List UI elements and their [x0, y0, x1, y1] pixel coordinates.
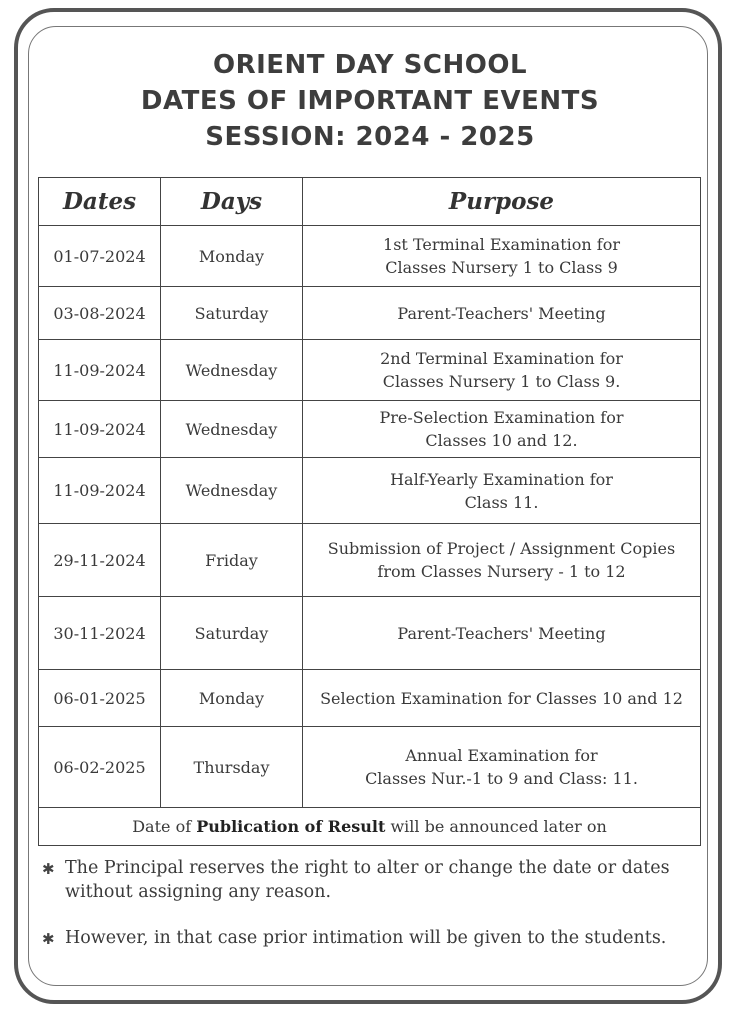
- purpose-line: Parent-Teachers' Meeting: [397, 623, 606, 643]
- purpose-cell: [303, 287, 701, 340]
- date-cell: 29-11-2024: [39, 524, 161, 597]
- date-cell: 11-09-2024: [39, 340, 161, 401]
- day-cell: Monday: [161, 226, 303, 287]
- table-row: [39, 524, 701, 597]
- purpose-line: Pre-Selection Examination for: [379, 408, 624, 427]
- date-cell: 11-09-2024: [39, 401, 161, 458]
- date-cell: 06-02-2025: [39, 727, 161, 808]
- purpose-line: Parent-Teachers' Meeting: [397, 303, 606, 323]
- day-cell: Monday: [161, 670, 303, 727]
- result-bold-text: Publication of Result: [196, 817, 386, 836]
- column-header-purpose: Purpose: [303, 178, 701, 226]
- school-name: ORIENT DAY SCHOOL: [212, 50, 528, 80]
- date-cell: 11-09-2024: [39, 458, 161, 524]
- purpose-line: Submission of Project / Assignment Copies: [327, 539, 676, 558]
- date-cell: 30-11-2024: [39, 597, 161, 670]
- table-row: [39, 458, 701, 524]
- purpose-line: Selection Examination for Classes 10 and 12: [320, 688, 683, 708]
- purpose-line: Classes Nursery 1 to Class 9.: [382, 372, 621, 391]
- purpose-cell: [303, 524, 701, 597]
- result-announcement: [39, 808, 701, 846]
- purpose-line: 1st Terminal Examination for: [383, 235, 620, 254]
- purpose-line: Classes 10 and 12.: [425, 431, 578, 450]
- purpose-line: Class 11.: [464, 492, 539, 512]
- table-row: [39, 597, 701, 670]
- day-cell: Saturday: [161, 597, 303, 670]
- day-cell: Thursday: [161, 727, 303, 808]
- table-row: [39, 340, 701, 401]
- asterisk-bullet-icon: ✱: [42, 930, 55, 948]
- purpose-line: Classes Nur.-1 to 9 and Class: 11.: [365, 769, 638, 788]
- table-header-row: [39, 178, 701, 226]
- date-cell: 01-07-2024: [39, 226, 161, 287]
- table-footer-row: [39, 808, 701, 846]
- note-line: without assigning any reason.: [65, 882, 332, 902]
- day-cell: Wednesday: [161, 401, 303, 458]
- day-cell: Wednesday: [161, 458, 303, 524]
- note-line: The Principal reserves the right to alter or change the date or dates: [65, 858, 670, 878]
- result-prefix: Date of: [132, 817, 197, 836]
- asterisk-bullet-icon: ✱: [42, 860, 55, 878]
- day-cell: Saturday: [161, 287, 303, 340]
- purpose-cell: [303, 670, 701, 727]
- note-item: [42, 856, 692, 904]
- column-header-dates: Dates: [39, 178, 161, 226]
- table-row: [39, 401, 701, 458]
- purpose-cell: [303, 597, 701, 670]
- date-cell: 06-01-2025: [39, 670, 161, 727]
- purpose-cell: [303, 727, 701, 808]
- table-body: [39, 226, 701, 808]
- purpose-cell: [303, 458, 701, 524]
- table-row: [39, 226, 701, 287]
- table-row: [39, 727, 701, 808]
- day-cell: Friday: [161, 524, 303, 597]
- day-cell: Wednesday: [161, 340, 303, 401]
- purpose-line: Annual Examination for: [405, 746, 598, 765]
- note-line: However, in that case prior intimation will be given to the students.: [65, 928, 667, 948]
- note-item: [42, 926, 692, 950]
- purpose-line: Classes Nursery 1 to Class 9: [385, 258, 618, 277]
- purpose-cell: [303, 401, 701, 458]
- notes-section: [42, 856, 692, 950]
- date-cell: 03-08-2024: [39, 287, 161, 340]
- events-table: [38, 177, 701, 846]
- purpose-cell: [303, 340, 701, 401]
- result-suffix: will be announced later on: [385, 817, 607, 836]
- purpose-line: from Classes Nursery - 1 to 12: [377, 562, 626, 581]
- column-header-days: Days: [161, 178, 303, 226]
- purpose-line: Half-Yearly Examination for: [390, 469, 613, 489]
- session-label: SESSION: 2024 - 2025: [205, 122, 535, 152]
- purpose-line: 2nd Terminal Examination for: [380, 349, 623, 368]
- table-row: [39, 287, 701, 340]
- purpose-cell: [303, 226, 701, 287]
- document-title: DATES OF IMPORTANT EVENTS: [140, 86, 600, 116]
- table-row: [39, 670, 701, 727]
